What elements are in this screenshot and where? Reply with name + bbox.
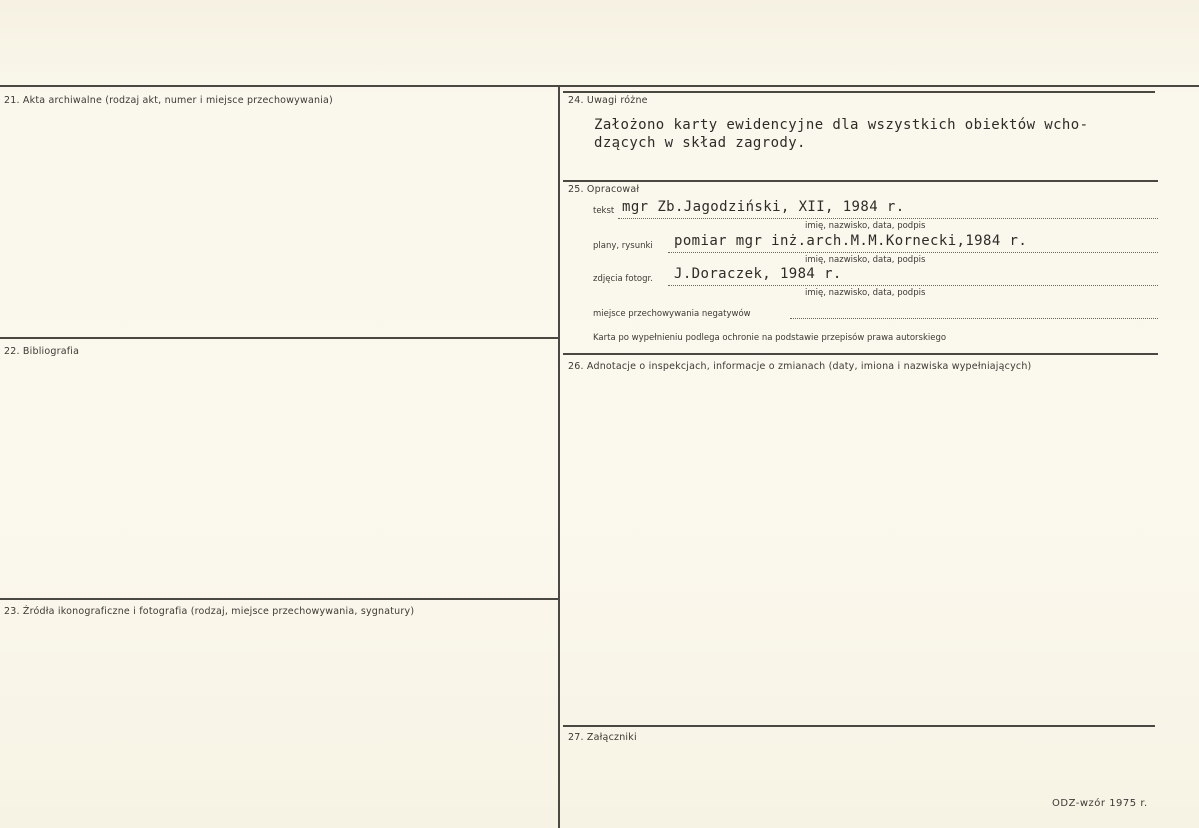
rule-26-top: [563, 353, 1158, 355]
negatywy-dotline: [790, 318, 1158, 319]
plany-caption: imię, nazwisko, data, podpis: [805, 255, 926, 265]
negatywy-label: miejsce przechowywania negatywów: [593, 309, 751, 319]
section-24-label: 24. Uwagi różne: [568, 95, 648, 106]
section-27-label: 27. Załączniki: [568, 732, 637, 743]
section-23-label: 23. Źródła ikonograficzne i fotografia (rodzaj, miejsce przechowywania, sygnatury): [4, 606, 415, 617]
section-21-label: 21. Akta archiwalne (rodzaj akt, numer i miejsce przechowywania): [4, 95, 333, 106]
form-footer: ODZ-wzór 1975 r.: [1052, 798, 1148, 809]
zdjecia-value: J.Doraczek, 1984 r.: [674, 266, 842, 282]
section-25-label: 25. Opracował: [568, 184, 640, 195]
rule-22-top: [0, 337, 558, 339]
tekst-value: mgr Zb.Jagodziński, XII, 1984 r.: [622, 199, 905, 215]
tekst-dotline: [618, 218, 1158, 219]
rule-27-top: [563, 725, 1155, 727]
plany-value: pomiar mgr inż.arch.M.M.Kornecki,1984 r.: [674, 233, 1028, 249]
section-22-label: 22. Bibliografia: [4, 346, 80, 357]
copyright-note: Karta po wypełnieniu podlega ochronie na podstawie przepisów prawa autorskiego: [593, 333, 947, 343]
top-rule: [0, 85, 1199, 87]
tekst-label: tekst: [593, 206, 615, 216]
center-divider: [558, 86, 560, 828]
tekst-caption: imię, nazwisko, data, podpis: [805, 221, 926, 231]
section-24-text-line2: dzących w skład zagrody.: [594, 135, 806, 151]
section-26-label: 26. Adnotacje o inspekcjach, informacje o zmianach (daty, imiona i nazwiska wypełniających): [568, 361, 1032, 372]
rule-24-top: [563, 91, 1155, 93]
rule-23-top: [0, 598, 558, 600]
zdjecia-caption: imię, nazwisko, data, podpis: [805, 288, 926, 298]
zdjecia-label: zdjęcia fotogr.: [593, 274, 653, 284]
plany-dotline: [668, 252, 1158, 253]
section-24-text-line1: Założono karty ewidencyjne dla wszystkich obiektów wcho-: [594, 117, 1089, 133]
zdjecia-dotline: [668, 285, 1158, 286]
plany-label: plany, rysunki: [593, 241, 653, 251]
rule-25-top: [563, 180, 1158, 182]
